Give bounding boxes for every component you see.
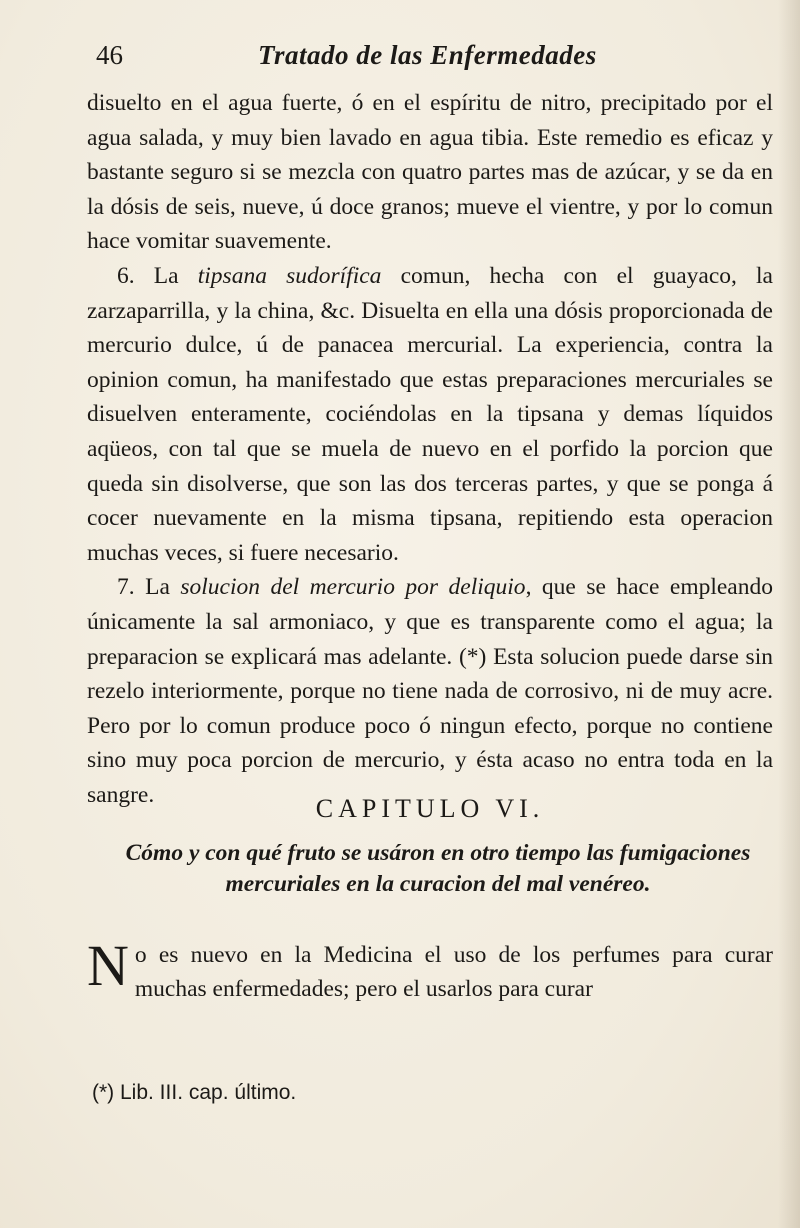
- running-title: Tratado de las Enfermedades: [258, 40, 597, 70]
- paragraph-7-number: 7. La: [117, 574, 181, 601]
- page-edge-shadow: [778, 0, 800, 1228]
- paragraph-7-text: , que se hace empleando únicamente la sal armoniaco, y que es transparente como el agua; la preparacion se explicará mas adelante. (*) Esta solucion puede darse sin rezelo interiormente, porque no tiene nada de corrosivo, ni de muy acre. Pero por lo comun produce poco ó ningun efecto, porque no contiene sino muy poca porcion de mercurio, y ésta acaso no entra toda en la sangre.: [87, 574, 773, 808]
- paragraph-6: [87, 259, 773, 570]
- page-number: 46: [96, 40, 123, 70]
- page-header: [88, 40, 778, 80]
- paragraph-7: [87, 570, 773, 812]
- main-text: [87, 86, 773, 812]
- chapter-opening-text: o es nuevo en la Medicina el uso de los perfumes para curar muchas enfermedades; pero el usarlos para curar: [134, 942, 773, 1002]
- chapter-subtitle: Cómo y con qué fruto se usáron en otro tiempo las fumigaciones mercuriales en la curacion del mal venéreo.: [125, 840, 751, 897]
- paragraph-7-term: solucion del mercurio por deliquio: [180, 574, 526, 601]
- paragraph-6-number: 6. La: [117, 262, 198, 289]
- paragraph-continued: disuelto en el agua fuerte, ó en el espíritu de nitro, precipitado por el agua salada, y muy bien lavado en agua tibia. Este remedio es eficaz y bastante seguro si se mezcla con quatro partes mas de azúcar, y se da en la dósis de seis, nueve, ú doce granos; mueve el vientre, y por lo comun hace vomitar suavemente.: [87, 90, 773, 255]
- drop-cap: N: [87, 933, 129, 998]
- chapter-heading: CAPITULO VI.: [315, 794, 545, 823]
- chapter-opening-paragraph: [87, 933, 773, 1006]
- paragraph-6-text: comun, hecha con el guayaco, la zarzaparrilla, y la china, &c. Disuelta en ella una dósis proporcionada de mercurio dulce, ú de panacea mercurial. La experiencia, contra la opinion comun, ha manifestado que estas preparaciones mercuriales se disuelven enteramente, cociéndolas en la tipsana y demas líquidos aqüeos, con tal que se muela de nuevo en el porfido la porcion que queda sin disolverse, que son las dos terceras partes, y que se ponga á cocer nuevamente en la misma tipsana, repitiendo esta operacion muchas veces, si fuere necesario.: [87, 262, 773, 566]
- footnote: (*) Lib. III. cap. último.: [92, 1081, 297, 1104]
- paragraph-6-term: tipsana sudorífica: [197, 262, 382, 289]
